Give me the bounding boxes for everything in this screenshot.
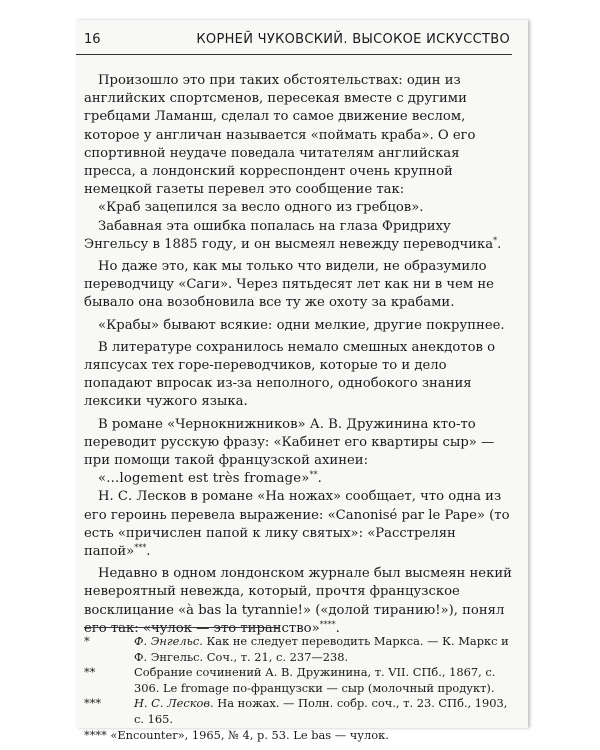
paragraph — [84, 470, 514, 488]
footnote-mark: *** — [84, 696, 102, 711]
paragraph-end: . — [335, 620, 340, 636]
footnote-ref: ** — [309, 470, 318, 480]
running-title: КОРНЕЙ ЧУКОВСКИЙ. ВЫСОКОЕ ИСКУССТВО — [196, 32, 510, 47]
footnote-mark: * — [84, 634, 90, 648]
paragraph-text: Недавно в одном лондонском журнале был высмеян некий невероятный невежда, который, прочтя французское восклицание «à bas la tyrannie!» («долой тиранию!»), понял его так: «чулок — это тиранство» — [84, 566, 512, 636]
book-page — [76, 20, 528, 742]
footnotes — [84, 634, 514, 743]
footnote-ref: * — [493, 235, 498, 245]
paragraph: Произошло это при таких обстоятельствах: один из английских спортсменов, пересекая вместе с другими гребцами Ламанш, сделал то самое движение веслом, которое у англичан называется «поймать краба». О его спортивной неудаче поведала читателям английская пресса, а лондонский корреспондент очень крупной немецкой газеты перевел это сообщение так: — [84, 73, 476, 198]
footnote — [84, 665, 514, 696]
body-text — [84, 72, 514, 638]
paragraph-text: Забавная эта ошибка попалась на глаза Фридриху Энгельсу в 1885 году, и он высмеял невежду переводчика — [84, 218, 494, 252]
page-number: 16 — [84, 32, 101, 47]
footnote-text: Как не следует переводить Маркса. — К. Маркс и Ф. Энгельс. Соч., т. 21, с. 237—238. — [134, 634, 509, 664]
paragraph — [84, 218, 514, 254]
running-header — [76, 30, 512, 55]
footnote-text: Собрание сочинений А. В. Дружинина, т. VII. СПб., 1867, с. 306. Le fromage по-французски — сыр (молочный продукт). — [134, 665, 496, 695]
footnote — [84, 696, 514, 727]
paragraph-text: Н. С. Лесков в романе «На ножах» сообщает, что одна из его героинь перевела выражение: «Canonisé par le Pape» (то есть «причислен папой к лику святых»: «Расстрелян папой» — [84, 489, 510, 560]
paragraph-end: . — [497, 236, 502, 252]
paragraph-text: «...logement est très fromage» — [98, 471, 310, 487]
paragraph: «Крабы» бывают всякие: одни мелкие, другие покрупнее. — [98, 317, 505, 333]
paragraph: Но даже это, как мы только что видели, не образумило переводчицу «Саги». Через пятьдесят лет как ни в чем не бывало она возобновила все ту же охоту за крабами. — [84, 259, 494, 311]
footnote — [84, 728, 514, 744]
footnote-author: Н. С. Лесков. — [134, 696, 214, 711]
paragraph-end: . — [317, 471, 322, 487]
paragraph: В романе «Чернокнижников» А. В. Дружинина кто-то переводит русскую фразу: «Кабинет его квартиры сыр» — при помощи такой французской ахинеи: — [84, 416, 495, 469]
footnote-mark: **** — [84, 727, 107, 742]
footnote-ref: *** — [134, 543, 147, 553]
footnote-author: Ф. Энгельс. — [134, 634, 203, 648]
paragraph-end: . — [146, 544, 151, 560]
paragraph: «Краб зацепился за весло одного из гребцов». — [98, 200, 424, 216]
footnote-mark: ** — [84, 665, 96, 680]
footnote — [84, 634, 514, 665]
footnote-text: На ножах. — Полн. собр. соч., т. 23. СПб., 1903, с. 165. — [134, 696, 508, 726]
footnote-ref: **** — [319, 619, 336, 629]
footnote-divider — [84, 627, 280, 628]
footnote-text: «Encounter», 1965, № 4, p. 53. Le bas — чулок. — [106, 727, 389, 742]
paragraph — [84, 488, 514, 561]
paragraph: В литературе сохранилось немало смешных анекдотов о ляпсусах тех горе-переводчиков, которые то и дело попадают впросак из-за неполного, однобокого знания лексики чужого языка. — [84, 339, 496, 410]
